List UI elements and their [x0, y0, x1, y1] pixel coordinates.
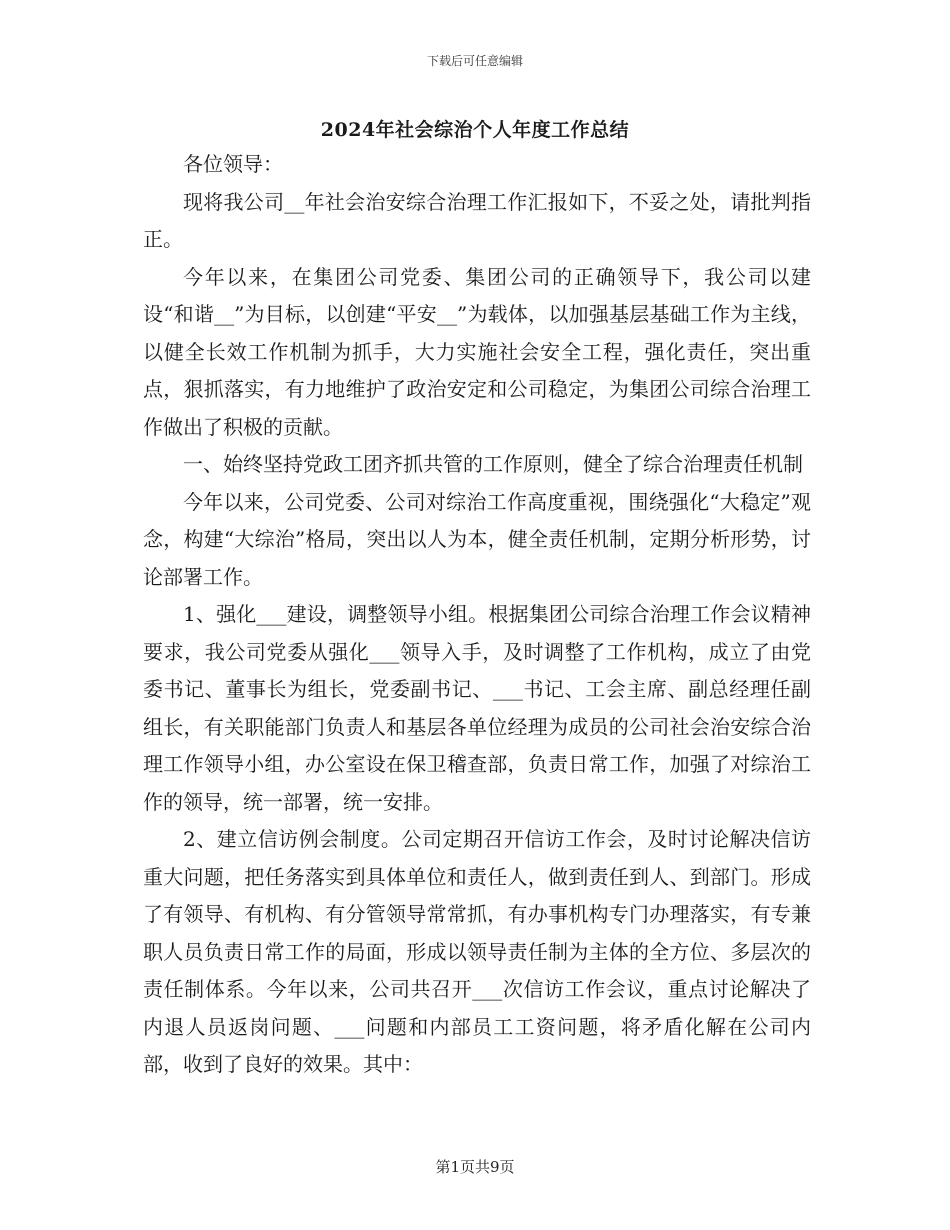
- section-heading-1: 一、始终坚持党政工团齐抓共管的工作原则，健全了综合治理责任机制: [183, 452, 803, 476]
- paragraph-overview: 今年以来，在集团公司党委、集团公司的正确领导下，我公司以建设“和谐__”为目标，以创建“平安__”为载体，以加强基层基础工作为主线，以健全长效工作机制为抓手，大力实施社会安全工程，强化责任，突出重点，狠抓落实，有力地维护了政治安定和公司稳定，为集团公司综合治理工作做出了积极的贡献。: [143, 264, 811, 439]
- paragraph-item-2: 2、建立信访例会制度。公司定期召开信访工作会，及时讨论解决信访重大问题，把任务落实到具体单位和责任人，做到责任到人、到部门。形成了有领导、有机构、有分管领导常常抓，有办事机构专门办理落实，有专兼职人员负责日常工作的局面，形成以领导责任制为主体的全方位、多层次的责任制体系。今年以来，公司共召开___次信访工作会议，重点讨论解决了内退人员返岗问题、___问题和内部员工工资问题，将矛盾化解在公司内部，收到了良好的效果。其中：: [143, 827, 811, 1076]
- header-note: 下载后可任意编辑: [426, 54, 523, 68]
- page-number: 第1页共9页: [435, 1158, 515, 1176]
- paragraph-intro: 现将我公司__年社会治安综合治理工作汇报如下，不妥之处，请批判指正。: [143, 189, 811, 251]
- salutation: 各位领导：: [183, 152, 283, 176]
- document-body: [143, 146, 811, 1084]
- paragraph-item-1: 1、强化___建设，调整领导小组。根据集团公司综合治理工作会议精神要求，我公司党委从强化___领导入手，及时调整了工作机构，成立了由党委书记、董事长为组长，党委副书记、___书记、工会主席、副总经理任副组长，有关职能部门负责人和基层各单位经理为成员的公司社会治安综合治理工作领导小组，办公室设在保卫稽查部，负责日常工作，加强了对综治工作的领导，统一部署，统一安排。: [143, 602, 811, 814]
- document-title: 2024年社会综治个人年度工作总结: [320, 119, 630, 141]
- paragraph-section-1: 今年以来，公司党委、公司对综治工作高度重视，围绕强化“大稳定”观念，构建“大综治”格局，突出以人为本，健全责任机制，定期分析形势，讨论部署工作。: [143, 489, 811, 589]
